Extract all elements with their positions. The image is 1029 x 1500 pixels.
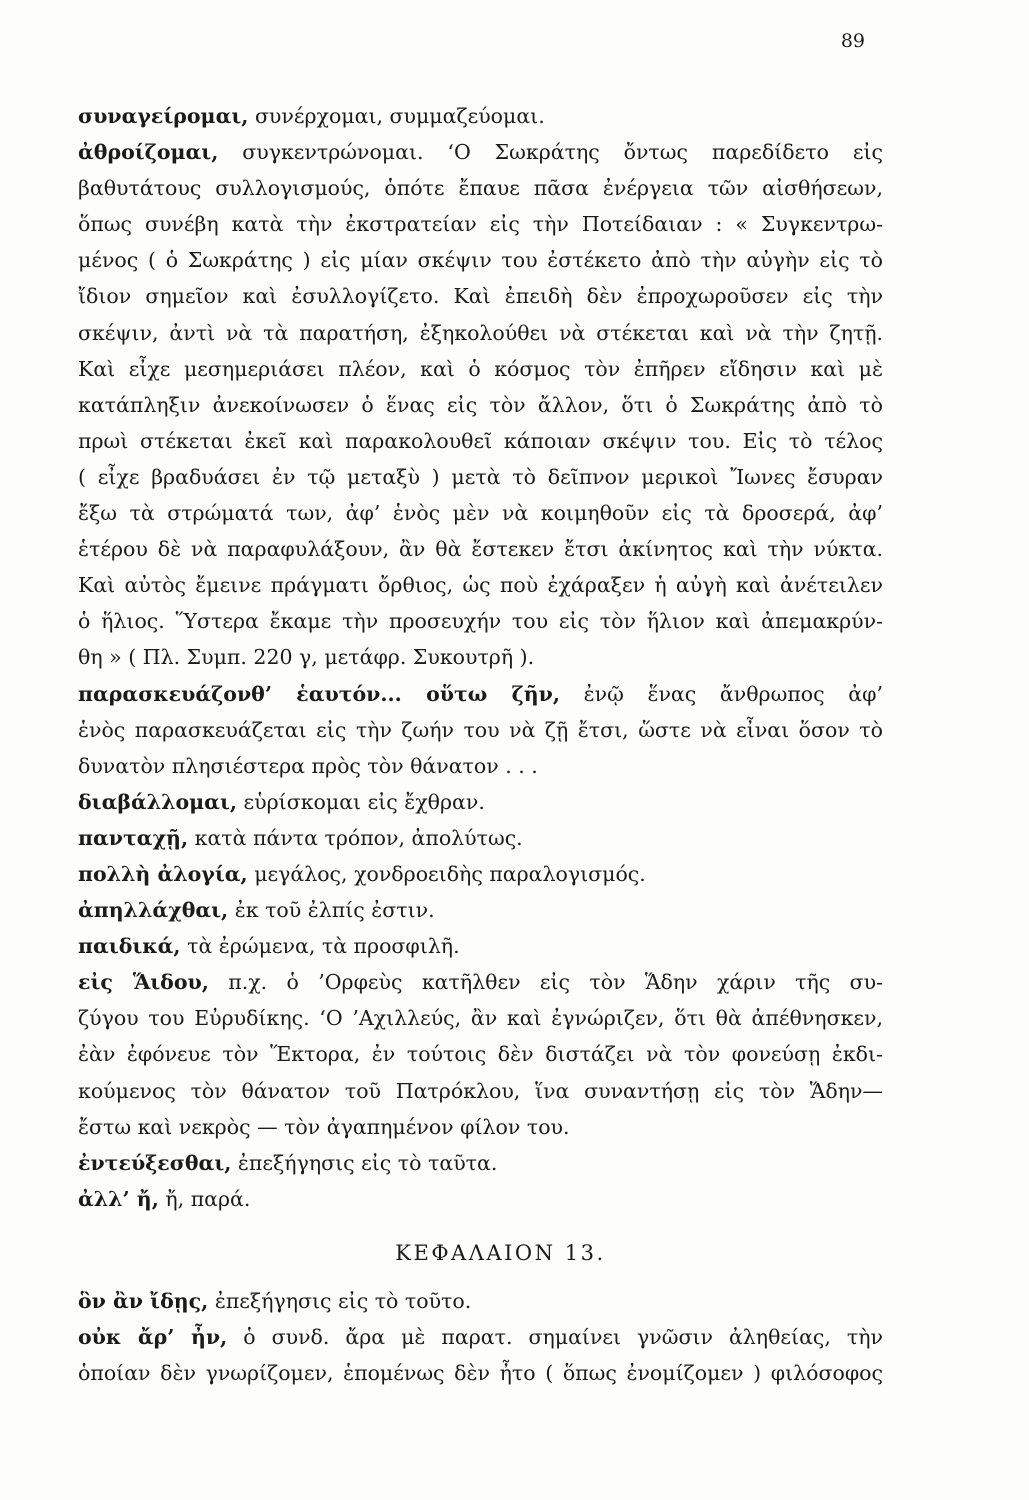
entry-line: κατάπληξιν ἀνεκοίνωσεν ὁ ἕνας εἰς τὸν ἄλλον, ὅτι ὁ Σωκράτης ἀπὸ τὸ <box>78 392 883 417</box>
entry-text: ἐπεξήγησις εἰς τὸ τοῦτο. <box>214 1289 472 1313</box>
entry-lemma: παιδικά, <box>78 934 181 959</box>
entry-lemma: ὃν ἂν ἴδῃς, <box>78 1289 209 1313</box>
entry-line: σκέψιν, ἀντὶ νὰ τὰ παρατήση, ἐξηκολούθει νὰ στέκεται καὶ νὰ τὴν ζητῇ. <box>78 320 883 345</box>
entry-text: π.χ. ὁ ’Ορφεὺς κατῆλθεν εἰς τὸν Ἅδην χάριν τῆς συ- <box>228 970 883 995</box>
entry-line: κούμενος τὸν θάνατον τοῦ Πατρόκλου, ἵνα συναντήσῃ εἰς τὸν Ἅδην— <box>78 1078 883 1103</box>
glossary-entry <box>78 1319 883 1391</box>
entry-line <box>78 134 883 170</box>
entry-lemma: πανταχῇ, <box>78 825 189 850</box>
entry-lemma: ἀθροίζομαι, <box>78 140 219 165</box>
entry-text: μεγάλος, χονδροειδὴς παραλογισμός. <box>254 861 646 886</box>
entry-line <box>78 784 883 820</box>
glossary-entry <box>78 1145 883 1181</box>
entry-text: εὑρίσκομαι εἰς ἔχθραν. <box>243 789 485 814</box>
glossary-entry <box>78 1181 883 1217</box>
glossary-entry <box>78 856 883 892</box>
entry-line: ὁ ἥλιος. Ὕστερα ἔκαμε τὴν προσευχήν του εἰς τὸν ἥλιον καὶ ἀπεμακρύν- <box>78 609 883 634</box>
glossary-entry <box>78 134 883 675</box>
text-body <box>78 98 883 1391</box>
entry-line: Καὶ αὐτὸς ἔμεινε πράγματι ὄρθιος, ὡς ποὺ ἐχάραξεν ἡ αὐγὴ καὶ ἀνέτειλεν <box>78 573 883 598</box>
glossary-entry <box>78 676 883 784</box>
entry-lemma: εἰς Ἅιδου, <box>78 970 209 995</box>
entry-line <box>78 1181 883 1217</box>
glossary-entry <box>78 98 883 134</box>
entry-line <box>78 676 883 712</box>
entry-line <box>78 964 883 1000</box>
entry-line: ( εἶχε βραδυάσει ἐν τῷ μεταξὺ ) μετὰ τὸ δεῖπνον μερικοὶ Ἴωνες ἔσυραν <box>78 464 883 489</box>
entry-lemma: ἀλλ’ ἤ, <box>78 1186 159 1211</box>
entry-line <box>78 1319 883 1355</box>
entry-lemma: παρασκευάζονθ’ ἑαυτόν... οὕτω ζῆν, <box>78 681 560 706</box>
entry-line <box>78 1145 883 1181</box>
entry-line: ἑτέρου δὲ νὰ παραφυλάξουν, ἂν θὰ ἔστεκεν ἔτσι ἀκίνητος καὶ τὴν νύκτα. <box>78 537 883 562</box>
entry-text: κατὰ πάντα τρόπον, ἀπολύτως. <box>194 825 523 850</box>
entry-line: ἔστω καὶ νεκρὸς — τὸν ἀγαπημένον φίλον του. <box>78 1114 570 1139</box>
glossary-entry <box>78 820 883 856</box>
entry-line: Καὶ εἶχε μεσημεριάσει πλέον, καὶ ὁ κόσμος τὸν ἐπῆρεν εἴδησιν καὶ μὲ <box>78 356 883 381</box>
entry-line <box>78 1283 883 1319</box>
glossary-entry <box>78 964 883 1144</box>
entry-text: ἐκ τοῦ ἐλπίς ἐστιν. <box>234 898 435 923</box>
entry-text: συγκεντρώνομαι. ‘Ο Σωκράτης ὄντως παρεδίδετο εἰς <box>242 140 883 165</box>
entry-line: βαθυτάτους συλλογισμούς, ὁπότε ἔπαυε πᾶσα ἐνέργεια τῶν αἰσθήσεων, <box>78 176 883 201</box>
glossary-entry <box>78 928 883 964</box>
entry-line <box>78 98 883 134</box>
entry-line: μένος ( ὁ Σωκράτης ) εἰς μίαν σκέψιν του ἐστέκετο ἀπὸ τὴν αὐγὴν εἰς τὸ <box>78 248 883 273</box>
entry-lemma: ἐντεύξεσθαι, <box>78 1150 232 1175</box>
entry-line: ἔξω τὰ στρώματά των, ἀφ’ ἑνὸς μὲν νὰ κοιμηθοῦν εἰς τὰ δροσερά, ἀφ’ <box>78 501 883 526</box>
entry-lemma: συναγείρομαι, <box>78 104 249 128</box>
entry-text: τὰ ἐρώμενα, τὰ προσφιλῆ. <box>187 934 460 959</box>
page-number: 89 <box>840 30 865 52</box>
entry-text: ἐπεξήγησις εἰς τὸ ταῦτα. <box>237 1150 498 1175</box>
entry-line: ὅπως συνέβη κατὰ τὴν ἐκστρατείαν εἰς τὴν Ποτείδαιαν : « Συγκεντρω- <box>78 212 883 237</box>
glossary-entry <box>78 784 883 820</box>
entry-line: πρωὶ στέκεται ἐκεῖ καὶ παρακολουθεῖ κάποιαν σκέψιν του. Εἰς τὸ τέλος <box>78 428 883 453</box>
entry-line: ὁποίαν δὲν γνωρίζομεν, ἑπομένως δὲν ἦτο ( ὅπως ἐνομίζομεν ) φιλόσοφος <box>78 1361 883 1386</box>
glossary-entry <box>78 892 883 928</box>
entry-text: ὁ συνδ. ἄρα μὲ παρατ. σημαίνει γνῶσιν ἀληθείας, τὴν <box>243 1325 883 1350</box>
entry-line <box>78 928 883 964</box>
entry-line: ἐὰν ἐφόνευε τὸν Ἕκτορα, ἐν τούτοις δὲν διστάζει νὰ τὸν φονεύσῃ ἐκδι- <box>78 1042 883 1067</box>
entry-lemma: διαβάλλομαι, <box>78 789 238 814</box>
entry-text: ἐνῷ ἕνας ἄνθρωπος ἀφ’ <box>583 681 883 706</box>
entry-line <box>78 856 883 892</box>
entry-line <box>78 820 883 856</box>
entry-text: συνέρχομαι, συμμαζεύομαι. <box>254 104 545 128</box>
entry-lemma: ἀπηλλάχθαι, <box>78 898 229 923</box>
entry-line: ζύγου του Εὐρυδίκης. ‘Ο ’Αχιλλεύς, ἂν καὶ ἐγνώριζεν, ὅτι θὰ ἀπέθνησκεν, <box>78 1006 883 1031</box>
glossary-entry <box>78 1283 883 1319</box>
entry-text: ἤ, παρά. <box>165 1186 251 1211</box>
chapter-heading: ΚΕΦΑΛΑΙΟΝ 13. <box>395 1240 606 1265</box>
entry-lemma: οὐκ ἄρ’ ἦν, <box>78 1325 228 1350</box>
entry-lemma: πολλὴ ἀλογία, <box>78 861 248 886</box>
entry-line: ἴδιον σημεῖον καὶ ἐσυλλογίζετο. Καὶ ἐπειδὴ δὲν ἐπροχωροῦσεν εἰς τὴν <box>78 284 883 309</box>
entry-line: ἑνὸς παρασκευάζεται εἰς τὴν ζωήν του νὰ ζῇ ἔτσι, ὥστε νὰ εἶναι ὅσον τὸ <box>78 717 883 742</box>
entry-line: θη » ( Πλ. Συμπ. 220 γ, μετάφρ. Συκουτρῆ ). <box>78 645 535 670</box>
entry-line <box>78 892 883 928</box>
entry-line: δυνατὸν πλησιέστερα πρὸς τὸν θάνατον . . . <box>78 753 538 778</box>
